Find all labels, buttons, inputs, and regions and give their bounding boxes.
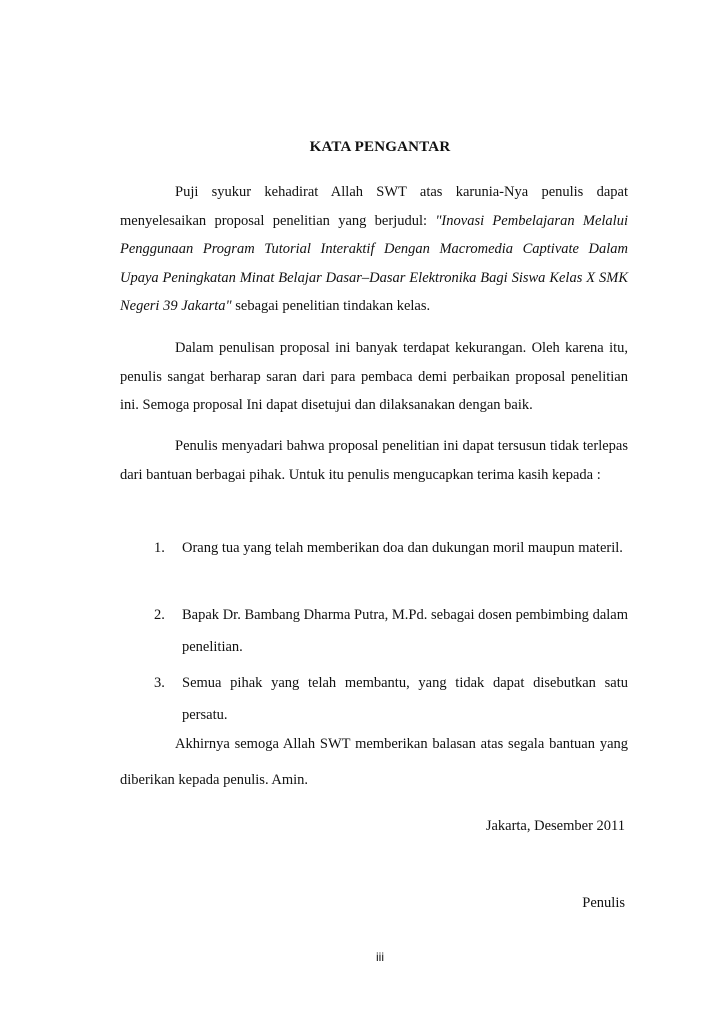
list-item-text: Orang tua yang telah memberikan doa dan dukungan moril maupun materil.: [182, 540, 623, 556]
list-item-number: 1.: [154, 540, 165, 556]
list-item: [120, 599, 628, 663]
list-item-number: 3.: [154, 675, 165, 691]
paragraph-closing-text: Akhirnya semoga Allah SWT memberikan balasan atas segala bantuan yang diberikan kepada penulis. Amin.: [120, 736, 628, 788]
paragraph-acknowledgement-text: Penulis menyadari bahwa proposal penelitian ini dapat tersusun tidak terlepas dari bantuan berbagai pihak. Untuk itu penulis mengucapkan terima kasih kepada :: [120, 438, 628, 483]
signature-label: Penulis: [582, 895, 625, 911]
thanks-list-item-1: [120, 532, 628, 564]
paragraph-shortcomings: [120, 334, 628, 420]
list-item-text: Bapak Dr. Bambang Dharma Putra, M.Pd. sebagai dosen pembimbing dalam penelitian.: [182, 607, 628, 655]
list-item: [120, 667, 628, 731]
thanks-list-item-3: [120, 667, 628, 731]
paragraph-opening-tail: sebagai penelitian tindakan kelas.: [231, 298, 431, 314]
list-item-text: Semua pihak yang telah membantu, yang tidak dapat disebutkan satu persatu.: [182, 675, 628, 723]
list-item-number: 2.: [154, 607, 165, 623]
page-title: KATA PENGANTAR: [309, 139, 451, 155]
paragraph-shortcomings-text: Dalam penulisan proposal ini banyak terdapat kekurangan. Oleh karena itu, penulis sangat berharap saran dari para pembaca demi perbaikan proposal penelitian ini. Semoga proposal Ini dapat disetujui dan dilaksanakan dengan baik.: [120, 340, 628, 413]
place-date: Jakarta, Desember 2011: [485, 818, 625, 834]
thanks-list-item-2: [120, 599, 628, 663]
proposal-title: "Inovasi Pembelajaran Melalui Penggunaan Program Tutorial Interaktif Dengan Macromedia Captivate Dalam Upaya Peningkatan Minat Belajar Dasar–Dasar Elektronika Bagi Siswa Kelas X SMK Negeri 39 Jakarta": [120, 212, 628, 314]
page-number: iii: [376, 950, 384, 964]
list-item: [120, 532, 628, 564]
paragraph-acknowledgement: [120, 432, 628, 489]
paragraph-closing: [120, 726, 628, 798]
paragraph-opening-text: Puji syukur kehadirat Allah SWT atas karunia-Nya penulis dapat menyelesaikan proposal penelitian yang berjudul:: [120, 184, 628, 229]
paragraph-opening: [120, 178, 628, 321]
